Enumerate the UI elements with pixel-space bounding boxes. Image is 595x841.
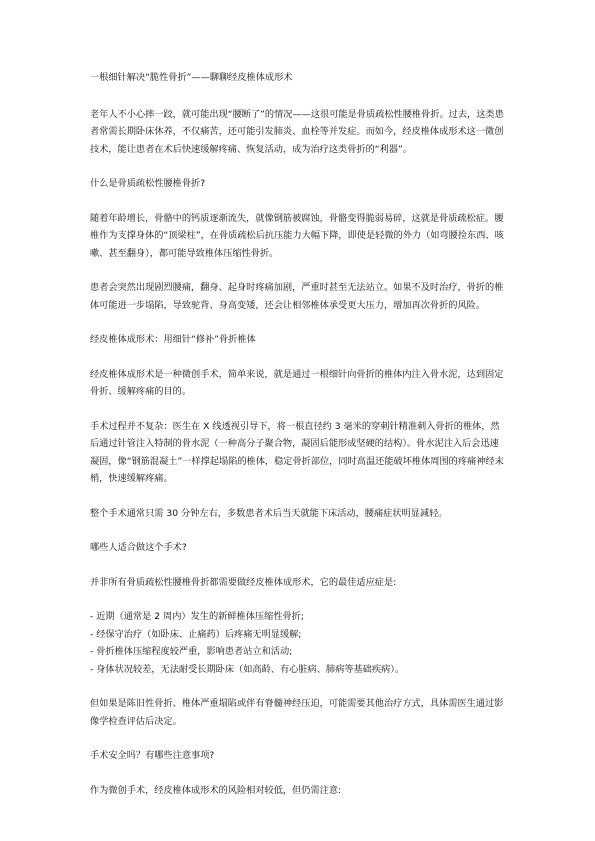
list-item: - 经保守治疗（如卧床、止痛药）后疼痛无明显缓解; [90,628,302,640]
section-heading-indications: 哪些人适合做这个手术? [90,542,187,553]
fracture-paragraph-2: 患者会突然出现剧烈腰痛，翻身、起身时疼痛加剧，严重时甚至无法站立。如果不及时治疗，骨折的椎体可能进一步塌陷，导致驼背、身高变矮，还会让相邻椎体承受更大压力，增加再次骨折的风险。 [90,282,504,311]
indications-intro: 并非所有骨质疏松性腰椎骨折都需要做经皮椎体成形术，它的最佳适应症是: [90,576,397,588]
list-item: - 骨折椎体压缩程度较严重，影响患者站立和活动; [90,646,293,657]
section-heading-safety: 手术安全吗？有哪些注意事项? [90,750,215,761]
intro-paragraph: 老年人不小心摔一跤，就可能出现“腰断了”的情况——这很可能是骨质疏松性腰椎骨折。过去，这类患者常需长期卧床休养，不仅痛苦，还可能引发肺炎、血栓等并发症。而如今，经皮椎体成形术这一微创技术，能让患者在术后快速缓解疼痛、恢复活动，成为治疗这类骨折的“利器”。 [90,108,504,155]
fracture-paragraph-1: 随着年龄增长，骨骼中的钙质逐渐流失，就像钢筋被腐蚀，骨骼变得脆弱易碎，这就是骨质疏松症。腰椎作为支撑身体的“顶梁柱”，在骨质疏松后抗压能力大幅下降，即使是轻微的外力（如弯腰捡东西、咳嗽、甚至翻身），都可能导致椎体压缩性骨折。 [90,212,504,259]
indications-note: 但如果是陈旧性骨折、椎体严重塌陷或伴有脊髓神经压迫，可能需要其他治疗方式，具体需医生通过影像学检查评估后决定。 [90,698,504,727]
safety-paragraph-1: 作为微创手术，经皮椎体成形术的风险相对较低，但仍需注意: [90,784,342,796]
procedure-paragraph-2: 手术过程并不复杂：医生在 X 线透视引导下，将一根直径约 3 毫米的穿刺针精准刺入骨折的椎体，然后通过针管注入特制的骨水泥（一种高分子聚合物，凝固后能形成坚硬的结构）。骨水泥注入后会迅速凝固，像“钢筋混凝土”一样撑起塌陷的椎体，稳定骨折部位，同时高温还能破坏椎体周围的疼痛神经末梢，快速缓解疼痛。 [90,420,504,484]
procedure-paragraph-1: 经皮椎体成形术是一种微创手术，简单来说，就是通过一根细针向骨折的椎体内注入骨水泥，达到固定骨折、缓解疼痛的目的。 [90,368,504,397]
list-item: - 近期（通常是 2 周内）发生的新鲜椎体压缩性骨折; [90,611,304,622]
list-item: - 身体状况较差，无法耐受长期卧床（如高龄、有心脏病、肺病等基础疾病）。 [90,663,405,675]
section-heading-fracture: 什么是骨质疏松性腰椎骨折? [90,178,206,189]
document-title: 一根细针解决“脆性骨折”——聊聊经皮椎体成形术 [90,72,293,83]
procedure-paragraph-3: 整个手术通常只需 30 分钟左右，多数患者术后当天就能下床活动，腰痛症状明显减轻。 [90,507,448,519]
section-heading-procedure: 经皮椎体成形术：用细针“修补”骨折椎体 [90,334,256,345]
indications-list [90,608,508,678]
document-page [90,69,508,799]
